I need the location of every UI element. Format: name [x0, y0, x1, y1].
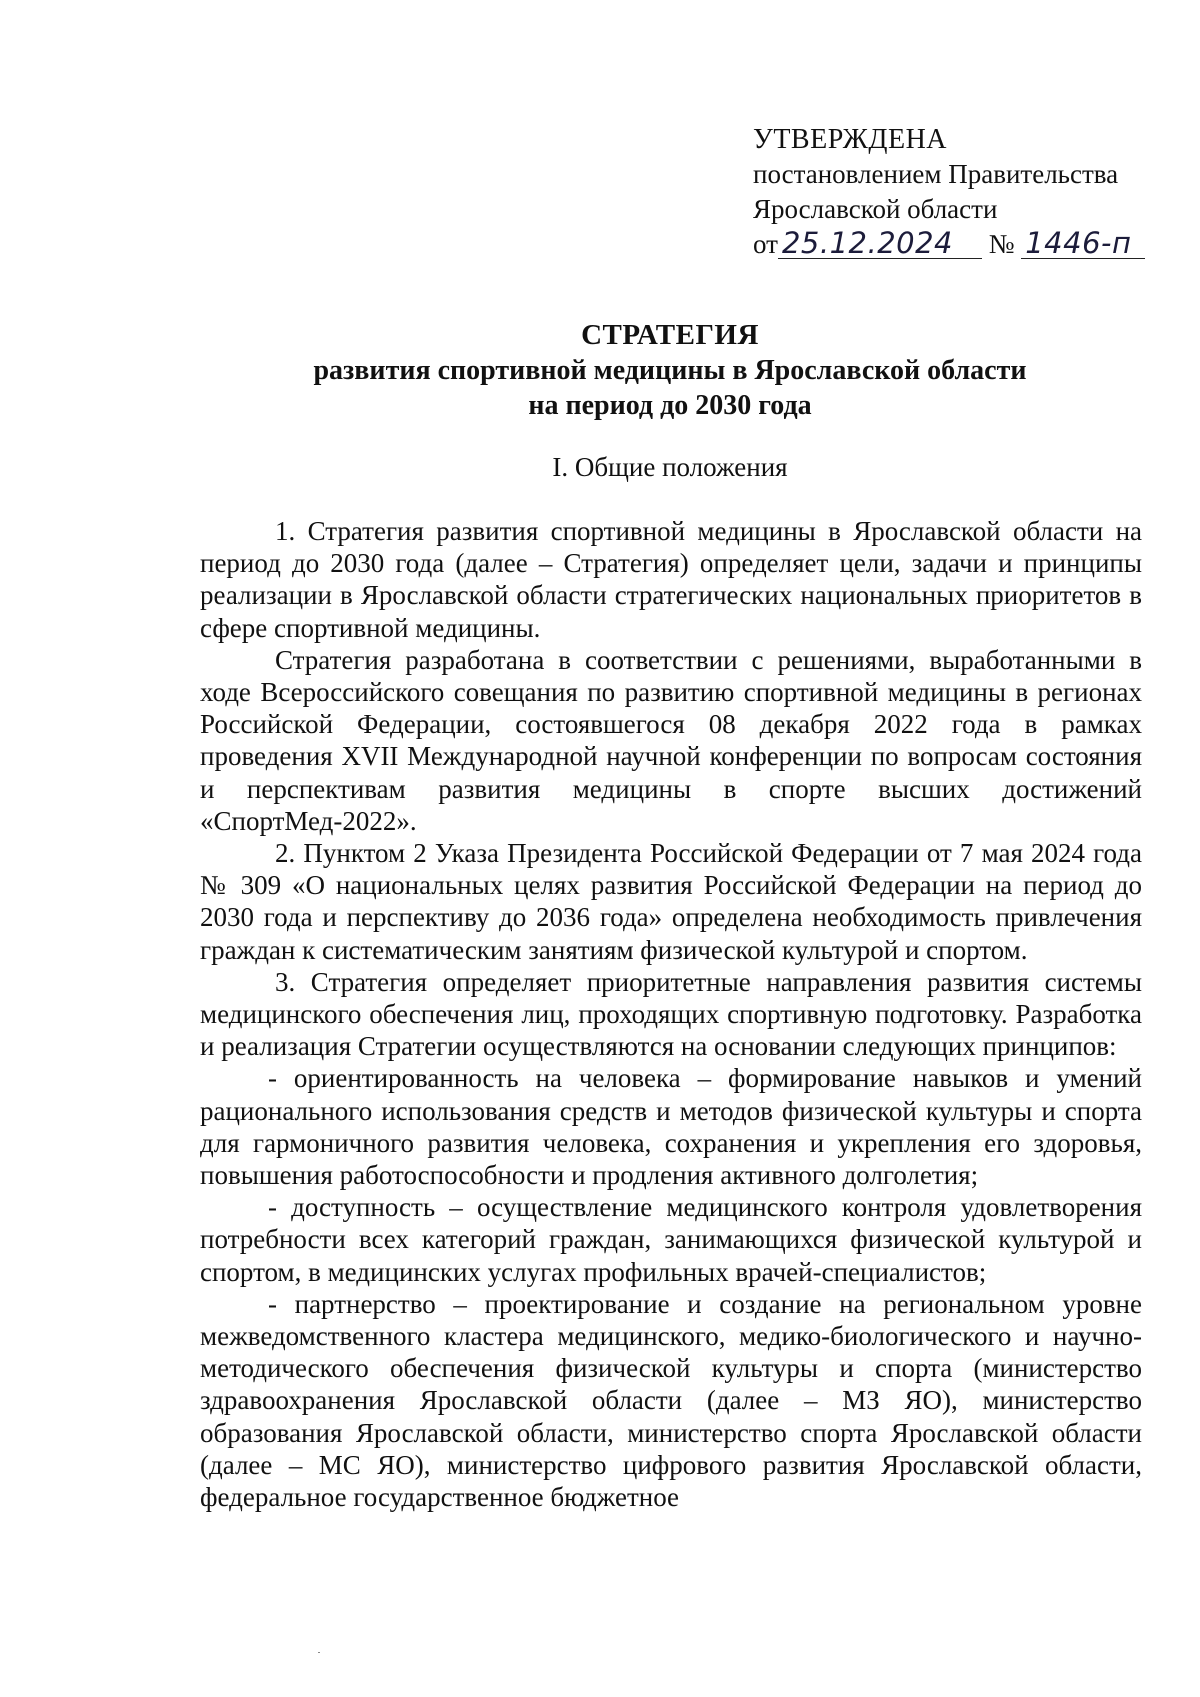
title-line-3: на период до 2030 года	[528, 390, 812, 421]
paragraph-3: 2. Пунктом 2 Указа Президента Российской Федерации от 7 мая 2024 года № 309 «О национальных целях развития Российской Федерации на период до 2030 года и перспективу до 2036 года» определена необходимость привлечения граждан к систематическим занятиям физической культурой и спортом.	[200, 838, 1142, 965]
handwritten-number: 1446-п	[1021, 228, 1145, 259]
approval-line-2: Ярославской области	[753, 194, 998, 224]
scan-artifact	[318, 1652, 320, 1653]
number-sign: №	[988, 229, 1015, 259]
approval-stamp	[753, 122, 1183, 262]
paragraph-4: 3. Стратегия определяет приоритетные направления развития системы медицинского обеспечения лиц, проходящих спортивную подготовку. Разработка и реализация Стратегии осуществляются на основании следующих принципов:	[200, 966, 1142, 1062]
title-main: СТРАТЕГИЯ	[581, 319, 759, 351]
document-body	[200, 515, 1142, 1513]
principle-item-1: - ориентированность на человека – формирование навыков и умений рационального использования средств и методов физической культуры и спорта для гармоничного развития человека, сохранения и укрепления его здоровья, повышения работоспособности и продления активного долголетия;	[200, 1063, 1142, 1191]
handwritten-date: 25.12.2024	[778, 228, 982, 259]
date-prefix: от	[753, 229, 778, 259]
principle-item-3: - партнерство – проектирование и создание на региональном уровне межведомственного кластера медицинского, медико-биологического и научно-методического обеспечения физической культуры и спорта (министерство здравоохранения Ярославской области (далее – МЗ ЯО), министерство образования Ярославской области, министерство спорта Ярославской области (далее – МС ЯО), министерство цифрового развития Ярославской области, федеральное государственное бюджетное	[200, 1288, 1142, 1513]
approval-line-1: постановлением Правительства	[753, 159, 1119, 189]
document-title	[200, 318, 1140, 423]
paragraph-1: 1. Стратегия развития спортивной медицины в Ярославской области на период до 2030 года (далее – Стратегия) определяет цели, задачи и принципы реализации в Ярославской области стратегических национальных приоритетов в сфере спортивной медицины.	[200, 516, 1142, 643]
title-line-2: развития спортивной медицины в Ярославской области	[313, 355, 1027, 386]
paragraph-2: Стратегия разработана в соответствии с решениями, выработанными в ходе Всероссийского совещания по развитию спортивной медицины в регионах Российской Федерации, состоявшегося 08 декабря 2022 года в рамках проведения XVII Международной научной конференции по вопросам состояния и перспективам развития медицины в спорте высших достижений «СпортМед-2022».	[200, 644, 1142, 836]
principle-item-2: - доступность – осуществление медицинского контроля удовлетворения потребности всех категорий граждан, занимающихся физической культурой и спортом, в медицинских услугах профильных врачей-специалистов;	[200, 1192, 1142, 1287]
approved-label: УТВЕРЖДЕНА	[753, 124, 948, 155]
approval-date-number-line	[753, 227, 1183, 262]
section-heading: I. Общие положения	[552, 452, 788, 482]
